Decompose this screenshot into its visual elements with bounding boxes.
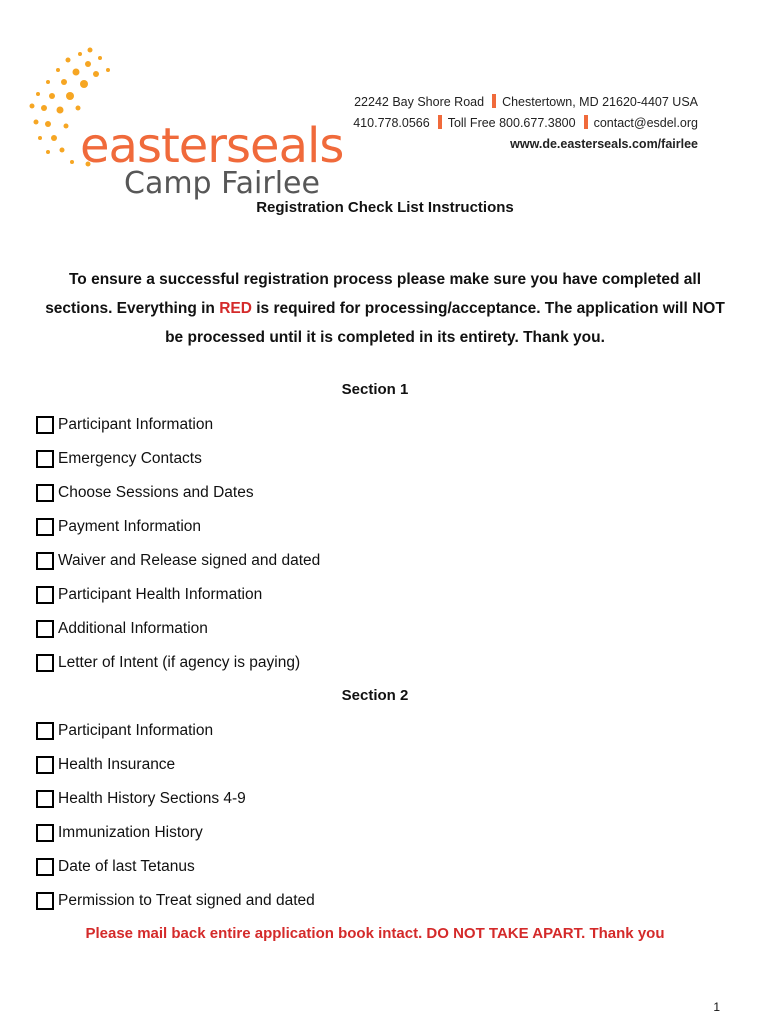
checklist-item — [36, 413, 213, 437]
checklist-item — [36, 583, 262, 607]
checklist-item-label: Participant Health Information — [58, 586, 263, 603]
checklist-item-label: Health History Sections 4-9 — [58, 790, 246, 807]
address-line — [353, 92, 698, 113]
intro-text-1: To ensure a successful registration process please make sure you have completed all sections. Everything in — [45, 271, 702, 317]
logo-subtitle: Camp Fairlee — [124, 166, 320, 201]
checkbox[interactable] — [36, 892, 54, 910]
checkbox[interactable] — [36, 484, 54, 502]
checkbox[interactable] — [36, 858, 54, 876]
separator-bar — [584, 115, 588, 129]
checklist-item — [36, 515, 201, 539]
logo-wordmark: easterseals — [80, 118, 344, 174]
contact-block — [353, 92, 698, 155]
checkbox[interactable] — [36, 756, 54, 774]
checklist-item — [36, 617, 208, 641]
checklist-item — [36, 855, 195, 879]
intro-text-2: is required for processing/acceptance. The application will NOT be processed until it is completed in its entirety. Thank you. — [165, 300, 725, 346]
page-title: Registration Check List Instructions — [256, 199, 514, 216]
address-street: 22242 Bay Shore Road — [354, 95, 485, 109]
checklist-item — [36, 889, 315, 913]
checklist-item — [36, 821, 203, 845]
checklist-item — [36, 651, 300, 675]
email-address: contact@esdel.org — [593, 116, 698, 130]
separator-bar — [438, 115, 442, 129]
checklist-item-label: Choose Sessions and Dates — [58, 484, 254, 501]
checkbox[interactable] — [36, 790, 54, 808]
checklist-item — [36, 549, 320, 573]
checklist-item — [36, 481, 254, 505]
checklist-item-label: Immunization History — [58, 824, 203, 841]
checkbox[interactable] — [36, 450, 54, 468]
checklist-item-label: Date of last Tetanus — [58, 858, 195, 875]
checklist-item-label: Participant Information — [58, 722, 214, 739]
checkbox[interactable] — [36, 416, 54, 434]
checkbox[interactable] — [36, 552, 54, 570]
checklist-item — [36, 753, 175, 777]
checklist-item-label: Additional Information — [58, 620, 208, 637]
checkbox[interactable] — [36, 824, 54, 842]
intro-paragraph — [40, 265, 730, 352]
checklist-item-label: Health Insurance — [58, 756, 176, 773]
separator-bar — [492, 94, 496, 108]
checklist-item-label: Emergency Contacts — [58, 450, 202, 467]
footer-note: Please mail back entire application book intact. DO NOT TAKE APART. Thank you — [85, 925, 665, 942]
checkbox[interactable] — [36, 722, 54, 740]
toll-free-number: Toll Free 800.677.3800 — [447, 116, 576, 130]
section-1-heading: Section 1 — [341, 381, 409, 398]
phone-line — [353, 113, 698, 134]
website-link[interactable]: www.de.easterseals.com/fairlee — [510, 137, 698, 151]
intro-red-word: RED — [219, 300, 252, 317]
checklist-item — [36, 719, 213, 743]
checklist-item-label: Permission to Treat signed and dated — [58, 892, 315, 909]
checkbox[interactable] — [36, 586, 54, 604]
checklist-item — [36, 787, 246, 811]
checkbox[interactable] — [36, 620, 54, 638]
checklist-item-label: Participant Information — [58, 416, 214, 433]
checklist-item — [36, 447, 202, 471]
address-city: Chestertown, MD 21620-4407 USA — [502, 95, 698, 109]
checklist-item-label: Payment Information — [58, 518, 202, 535]
section-2-heading: Section 2 — [341, 687, 409, 704]
phone-number: 410.778.0566 — [353, 116, 430, 130]
checkbox[interactable] — [36, 654, 54, 672]
checklist-item-label: Letter of Intent (if agency is paying) — [58, 654, 301, 671]
checkbox[interactable] — [36, 518, 54, 536]
page-number: 1 — [713, 1000, 720, 1014]
checklist-item-label: Waiver and Release signed and dated — [58, 552, 321, 569]
easterseals-logo — [28, 44, 344, 201]
